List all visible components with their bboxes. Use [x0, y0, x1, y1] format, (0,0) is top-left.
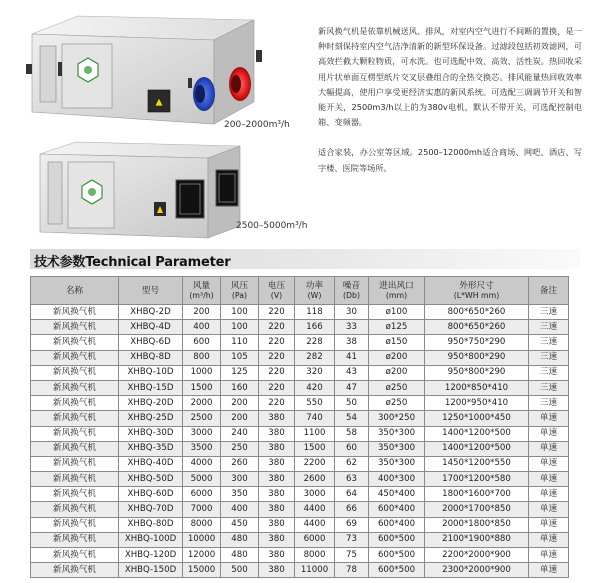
table-cell: XHBQ-35D: [119, 441, 183, 456]
table-cell: 2200*2000*900: [425, 548, 529, 563]
table-cell: 480: [221, 548, 259, 563]
table-cell: 1700*1200*580: [425, 472, 529, 487]
table-cell: 5000: [183, 472, 221, 487]
table-cell: 38: [335, 335, 369, 350]
table-cell: 单速: [529, 532, 569, 547]
table-cell: XHBQ-6D: [119, 335, 183, 350]
table-cell: 43: [335, 365, 369, 380]
table-header-cell: [31, 277, 119, 305]
table-cell: 三速: [529, 335, 569, 350]
table-cell: 47: [335, 380, 369, 395]
table-cell: 320: [295, 365, 335, 380]
table-cell: 1100: [295, 426, 335, 441]
table-cell: 三速: [529, 320, 569, 335]
section-title: 技术参数Technical Parameter: [34, 255, 231, 270]
table-cell: 600*500: [369, 532, 425, 547]
table-row: [31, 426, 569, 441]
table-cell: 新风换气机: [31, 502, 119, 517]
table-cell: 260: [221, 456, 259, 471]
table-cell: 1450*1200*550: [425, 456, 529, 471]
table-cell: 单速: [529, 487, 569, 502]
table-cell: 3000: [295, 487, 335, 502]
table-cell: 三速: [529, 396, 569, 411]
table-cell: 160: [221, 380, 259, 395]
table-cell: 220: [259, 396, 295, 411]
table-cell: 新风换气机: [31, 517, 119, 532]
top-image-caption: 200–2000m³/h: [224, 120, 290, 130]
table-cell: XHBQ-120D: [119, 548, 183, 563]
table-cell: 50: [335, 396, 369, 411]
technical-parameter-table: [30, 276, 569, 578]
header-unit: (mm): [385, 290, 408, 300]
table-header-cell: [183, 277, 221, 305]
table-cell: 新风换气机: [31, 350, 119, 365]
table-header-cell: [529, 277, 569, 305]
table-cell: XHBQ-4D: [119, 320, 183, 335]
table-header-cell: [259, 277, 295, 305]
table-row: [31, 456, 569, 471]
table-cell: 350*300: [369, 426, 425, 441]
table-cell: 350*300: [369, 441, 425, 456]
table-cell: 380: [259, 441, 295, 456]
table-row: [31, 487, 569, 502]
table-cell: 单速: [529, 426, 569, 441]
table-cell: 3000: [183, 426, 221, 441]
bottom-image-caption: 2500–5000m³/h: [236, 221, 308, 231]
table-cell: 单速: [529, 411, 569, 426]
table-cell: 63: [335, 472, 369, 487]
table-cell: XHBQ-70D: [119, 502, 183, 517]
table-cell: 新风换气机: [31, 380, 119, 395]
table-row: [31, 305, 569, 320]
table-cell: 125: [221, 365, 259, 380]
table-cell: 380: [259, 517, 295, 532]
table-cell: 新风换气机: [31, 441, 119, 456]
header-label: 风量: [192, 280, 211, 291]
table-cell: 33: [335, 320, 369, 335]
header-label: 名称: [65, 285, 84, 296]
table-cell: 2200: [295, 456, 335, 471]
table-cell: 380: [259, 472, 295, 487]
table-cell: 8000: [295, 548, 335, 563]
table-cell: 三速: [529, 365, 569, 380]
table-cell: 新风换气机: [31, 411, 119, 426]
table-cell: XHBQ-8D: [119, 350, 183, 365]
table-cell: 6000: [183, 487, 221, 502]
table-cell: XHBQ-25D: [119, 411, 183, 426]
header-label: 外形尺寸: [459, 280, 494, 291]
table-cell: 1800*1600*700: [425, 487, 529, 502]
header-unit: (L*WH mm): [453, 290, 500, 300]
table-cell: 三速: [529, 305, 569, 320]
table-row: [31, 441, 569, 456]
table-cell: 200: [221, 411, 259, 426]
table-cell: 380: [259, 487, 295, 502]
table-cell: 新风换气机: [31, 548, 119, 563]
table-cell: 62: [335, 456, 369, 471]
product-description: [318, 24, 582, 176]
table-cell: 282: [295, 350, 335, 365]
table-cell: 新风换气机: [31, 426, 119, 441]
table-cell: 800: [183, 350, 221, 365]
table-cell: 300: [221, 472, 259, 487]
table-cell: 100: [221, 305, 259, 320]
table-header-cell: [119, 277, 183, 305]
table-cell: 380: [259, 563, 295, 578]
table-cell: XHBQ-60D: [119, 487, 183, 502]
table-cell: 1200*950*410: [425, 396, 529, 411]
table-cell: 2100*1900*880: [425, 532, 529, 547]
table-cell: 12000: [183, 548, 221, 563]
table-cell: 250: [221, 441, 259, 456]
table-cell: XHBQ-2D: [119, 305, 183, 320]
table-cell: 600: [183, 335, 221, 350]
table-cell: 220: [259, 380, 295, 395]
table-cell: 240: [221, 426, 259, 441]
table-cell: 新风换气机: [31, 396, 119, 411]
table-cell: 41: [335, 350, 369, 365]
table-header-cell: [425, 277, 529, 305]
table-cell: 166: [295, 320, 335, 335]
table-cell: 118: [295, 305, 335, 320]
table-cell: 110: [221, 335, 259, 350]
table-cell: 2000*1700*850: [425, 502, 529, 517]
table-body: [31, 305, 569, 578]
table-cell: 2300*2000*900: [425, 563, 529, 578]
table-cell: 380: [259, 426, 295, 441]
header-unit: (Db): [342, 290, 361, 300]
table-cell: 550: [295, 396, 335, 411]
table-cell: XHBQ-80D: [119, 517, 183, 532]
table-cell: ø200: [369, 365, 425, 380]
header-unit: (V): [270, 290, 283, 300]
table-cell: XHBQ-50D: [119, 472, 183, 487]
table-cell: 220: [259, 365, 295, 380]
table-row: [31, 563, 569, 578]
header-unit: (m³/h): [189, 290, 214, 300]
table-cell: 2000*1800*850: [425, 517, 529, 532]
table-row: [31, 532, 569, 547]
table-cell: 105: [221, 350, 259, 365]
description-paragraph-2: 适合家装，办公室等区域。2500–12000mh适合商场、网吧、酒店、写字楼、医院等场所。: [318, 147, 582, 173]
table-cell: 350*300: [369, 456, 425, 471]
table-cell: 500: [221, 563, 259, 578]
table-cell: XHBQ-10D: [119, 365, 183, 380]
table-cell: 1250*1000*450: [425, 411, 529, 426]
table-header-row: [31, 277, 569, 305]
table-row: [31, 411, 569, 426]
table-cell: 73: [335, 532, 369, 547]
table-cell: 54: [335, 411, 369, 426]
header-label: 进出风口: [379, 280, 414, 291]
table-cell: 380: [259, 502, 295, 517]
header-unit: (Pa): [231, 290, 248, 300]
table-cell: ø150: [369, 335, 425, 350]
table-cell: 740: [295, 411, 335, 426]
header-label: 风压: [230, 280, 249, 291]
header-unit: (W): [307, 290, 322, 300]
table-cell: 64: [335, 487, 369, 502]
table-cell: 60: [335, 441, 369, 456]
table-cell: 1500: [295, 441, 335, 456]
table-cell: 220: [259, 350, 295, 365]
table-header-cell: [295, 277, 335, 305]
table-cell: ø200: [369, 350, 425, 365]
table-row: [31, 517, 569, 532]
table-cell: 新风换气机: [31, 320, 119, 335]
table-cell: 800*650*260: [425, 305, 529, 320]
table-cell: 220: [259, 305, 295, 320]
table-row: [31, 365, 569, 380]
table-cell: 450: [221, 517, 259, 532]
table-cell: 380: [259, 411, 295, 426]
table-cell: 单速: [529, 502, 569, 517]
table-cell: 6000: [295, 532, 335, 547]
header-label: 噪音: [342, 280, 361, 291]
table-cell: 400: [183, 320, 221, 335]
table-cell: 450*400: [369, 487, 425, 502]
table-row: [31, 396, 569, 411]
table-cell: 400: [221, 502, 259, 517]
table-cell: 200: [183, 305, 221, 320]
table-cell: 10000: [183, 532, 221, 547]
table-cell: 1500: [183, 380, 221, 395]
table-cell: 400*300: [369, 472, 425, 487]
table-cell: 1000: [183, 365, 221, 380]
table-cell: 单速: [529, 548, 569, 563]
table-cell: 600*500: [369, 548, 425, 563]
table-row: [31, 335, 569, 350]
table-cell: 单速: [529, 441, 569, 456]
table-cell: 新风换气机: [31, 365, 119, 380]
table-cell: 7000: [183, 502, 221, 517]
table-cell: ø125: [369, 320, 425, 335]
table-cell: 4400: [295, 517, 335, 532]
table-cell: 350: [221, 487, 259, 502]
header-label: 备注: [539, 285, 558, 296]
table-row: [31, 320, 569, 335]
table-cell: 78: [335, 563, 369, 578]
table-cell: 380: [259, 532, 295, 547]
table-cell: 200: [221, 396, 259, 411]
description-paragraph-1: 新风换气机是依靠机械送风、排风，对室内空气进行不间断的置换，是一种时刻保持室内空气洁净清新的新型环保设备。过滤段包括初效滤网，可高效拦截大颗粒物质，可水洗。也可选配中效、高效、活性炭。热回收采用片状单面互楞型纸片交叉层叠组合的全热交换芯。排风能量热回收效率大幅提高，使用户享受更经济实惠的新风系统。可选配三调调节开关和智能开关，2500m3/h以上的为380v电机，默认不带开关，可选配控制电箱、变频器。: [318, 26, 582, 128]
product-image-small-unit: [18, 12, 266, 132]
table-cell: 950*800*290: [425, 350, 529, 365]
table-cell: 新风换气机: [31, 472, 119, 487]
table-cell: 950*750*290: [425, 335, 529, 350]
table-cell: ø250: [369, 380, 425, 395]
table-cell: 8000: [183, 517, 221, 532]
table-cell: 新风换气机: [31, 563, 119, 578]
table-header-cell: [221, 277, 259, 305]
table-cell: 2000: [183, 396, 221, 411]
table-row: [31, 548, 569, 563]
table-cell: 420: [295, 380, 335, 395]
table-row: [31, 350, 569, 365]
table-cell: 800*650*260: [425, 320, 529, 335]
header-label: 功率: [305, 280, 324, 291]
table-cell: 480: [221, 532, 259, 547]
table-cell: 220: [259, 335, 295, 350]
table-header-cell: [335, 277, 369, 305]
table-cell: 380: [259, 456, 295, 471]
table-cell: 66: [335, 502, 369, 517]
table-cell: 单速: [529, 456, 569, 471]
header-label: 电压: [267, 280, 286, 291]
table-cell: XHBQ-20D: [119, 396, 183, 411]
table-cell: 新风换气机: [31, 532, 119, 547]
table-cell: 2500: [183, 411, 221, 426]
table-cell: 三速: [529, 380, 569, 395]
table-cell: 69: [335, 517, 369, 532]
table-cell: 新风换气机: [31, 335, 119, 350]
table-cell: XHBQ-40D: [119, 456, 183, 471]
table-cell: 228: [295, 335, 335, 350]
table-cell: 600*400: [369, 517, 425, 532]
table-cell: 58: [335, 426, 369, 441]
table-cell: 4400: [295, 502, 335, 517]
table-cell: 三速: [529, 350, 569, 365]
table-cell: 30: [335, 305, 369, 320]
table-cell: 1400*1200*500: [425, 426, 529, 441]
table-row: [31, 380, 569, 395]
table-row: [31, 502, 569, 517]
table-cell: ø100: [369, 305, 425, 320]
table-row: [31, 472, 569, 487]
product-image-large-unit: [36, 140, 244, 240]
table-cell: 600*500: [369, 563, 425, 578]
table-cell: 15000: [183, 563, 221, 578]
section-title-bar: [30, 249, 580, 269]
table-cell: XHBQ-150D: [119, 563, 183, 578]
table-cell: 3500: [183, 441, 221, 456]
table-cell: 600*400: [369, 502, 425, 517]
table-cell: 300*250: [369, 411, 425, 426]
table-cell: 2600: [295, 472, 335, 487]
table-cell: 单速: [529, 563, 569, 578]
table-header-cell: [369, 277, 425, 305]
table-cell: 单速: [529, 517, 569, 532]
table-cell: 1400*1200*500: [425, 441, 529, 456]
table-cell: 1200*850*410: [425, 380, 529, 395]
header-label: 型号: [141, 285, 160, 296]
table-cell: 新风换气机: [31, 305, 119, 320]
table-cell: XHBQ-100D: [119, 532, 183, 547]
table-cell: ø250: [369, 396, 425, 411]
table-cell: 950*800*290: [425, 365, 529, 380]
table-cell: XHBQ-30D: [119, 426, 183, 441]
table-cell: 11000: [295, 563, 335, 578]
table-cell: 4000: [183, 456, 221, 471]
table-cell: 75: [335, 548, 369, 563]
table-cell: 新风换气机: [31, 487, 119, 502]
table-cell: 100: [221, 320, 259, 335]
table-cell: XHBQ-15D: [119, 380, 183, 395]
table-cell: 新风换气机: [31, 456, 119, 471]
table-cell: 220: [259, 320, 295, 335]
table-cell: 单速: [529, 472, 569, 487]
table-cell: 380: [259, 548, 295, 563]
